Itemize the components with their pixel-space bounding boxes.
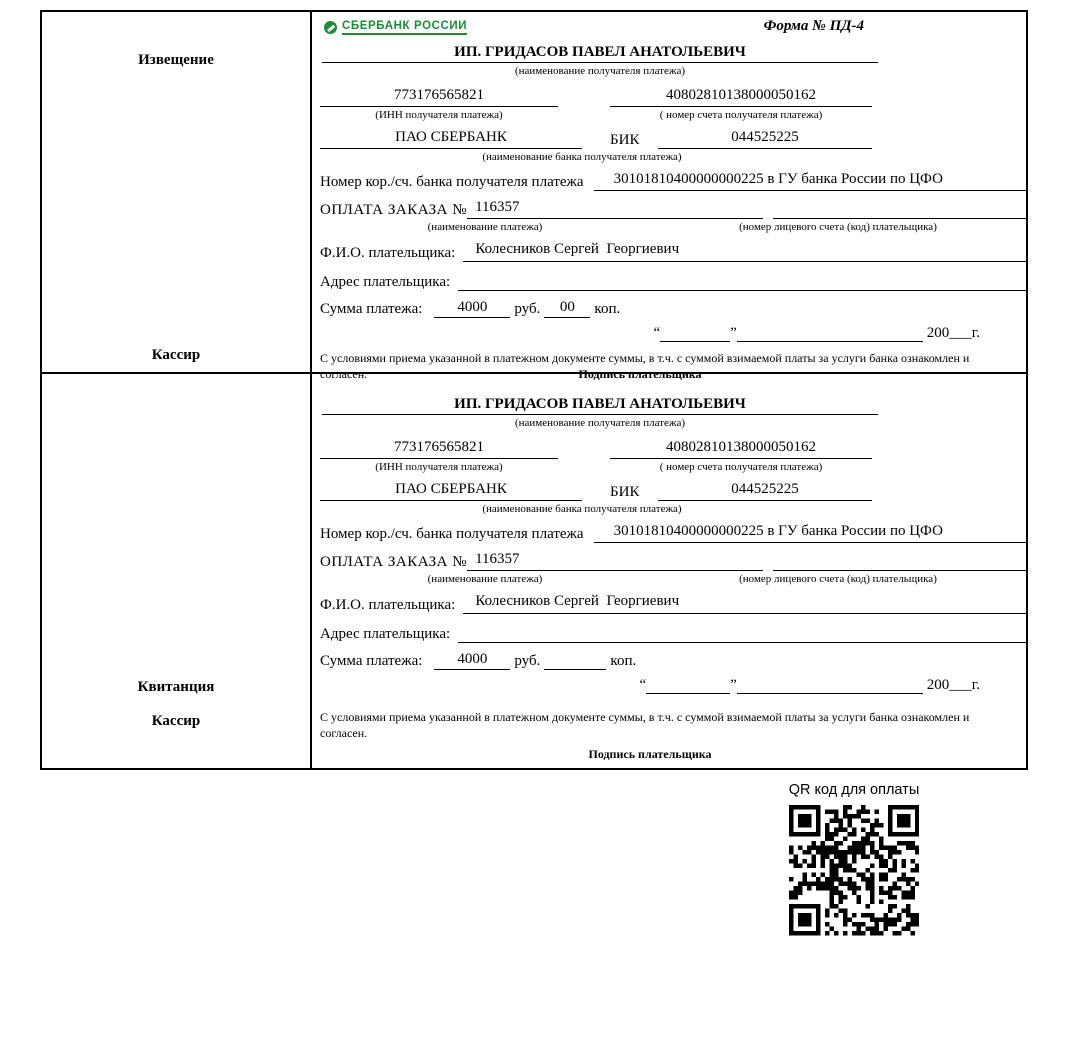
amount-label: Сумма платежа: [320,301,423,317]
receipt-label: Квитанция [137,679,215,695]
bik-label: БИК [610,132,640,148]
rub-unit-label: руб. [514,301,541,317]
purpose-captions-row [320,221,1026,233]
payer-address-line [458,270,1026,291]
payer-name-label: Ф.И.О. плательщика: [320,245,456,261]
quote-close: ” [730,325,737,341]
qr-block [786,782,922,936]
inn-caption: (ИНН получателя платежа) [375,109,503,121]
payee-caption: (наименование получателя платежа) [514,65,686,77]
date-day-line [646,676,730,694]
corr-account-label: Номер кор./сч. банка получателя платежа [320,526,584,542]
order-number-value: 116357 [467,551,763,571]
personal-account-caption: (номер лицевого счета (код) плательщика) [739,573,937,585]
payment-caption: (наименование платежа) [427,573,543,585]
bik-value: 044525225 [658,129,872,149]
corr-account-value: 30101810400000000225 в ГУ банка России по ЦФО [594,171,1026,191]
account-caption: ( номер счета получателя платежа) [659,461,823,473]
qr-caption: QR код для оплаты [788,782,920,798]
order-number-value: 116357 [467,199,763,219]
pd4-form [40,10,1028,770]
payment-purpose-label: ОПЛАТА ЗАКАЗА № [320,202,468,218]
payer-address-line [458,622,1026,643]
amount-kop-value: 00 [544,299,590,318]
payer-address-row [320,270,1026,291]
amount-row [320,299,1026,318]
personal-account-line [773,199,1026,219]
form-number: Форма № ПД-4 [763,18,864,34]
amount-rub-value: 4000 [434,299,510,318]
payment-purpose-row [320,551,1026,571]
amount-label: Сумма платежа: [320,653,423,669]
notice-label: Извещение [138,52,214,68]
kop-unit-label: коп. [610,653,637,669]
payer-name-label: Ф.И.О. плательщика: [320,597,456,613]
corr-account-row [320,171,1026,191]
inn-account-row [320,87,1026,107]
year-label: 200___г. [926,325,980,341]
amount-rub-value: 4000 [434,651,510,670]
bank-caption: (наименование банка получателя платежа) [482,151,682,163]
bank-name-value: ПАО СБЕРБАНК [320,129,582,149]
signature-label: Подпись плательщика [588,747,712,762]
amount-row [320,651,1026,670]
inn-value: 773176565821 [320,439,558,459]
bank-bik-row [320,481,1026,501]
bank-bik-row [320,129,1026,149]
terms-text: С условиями приема указанной в платежном документе суммы, в т.ч. с суммой взимаемой платы за услуги банка ознакомлен и согласен. [320,710,970,740]
amount-kop-value [544,651,606,670]
personal-account-line [773,551,1026,571]
payer-name-value: Колесников Сергей Георгиевич [463,593,1026,614]
payee-name: ИП. ГРИДАСОВ ПАВЕЛ АНАТОЛЬЕВИЧ [322,44,878,63]
payee-name: ИП. ГРИДАСОВ ПАВЕЛ АНАТОЛЬЕВИЧ [322,396,878,415]
year-label: 200___г. [926,677,980,693]
account-value: 40802810138000050162 [610,439,872,459]
payment-purpose-label: ОПЛАТА ЗАКАЗА № [320,554,468,570]
payer-name-row [320,593,1026,614]
date-month-line [737,324,923,342]
date-day-line [660,324,730,342]
payment-purpose-row [320,199,1026,219]
payer-address-label: Адрес плательщика: [320,274,451,290]
receipt-section [42,372,1026,768]
receipt-left-column [42,374,312,768]
notice-cashier-label: Кассир [151,347,201,363]
inn-value: 773176565821 [320,87,558,107]
quote-open: “ [639,677,647,693]
receipt-content [312,374,1026,768]
bik-label: БИК [610,484,640,500]
corr-account-row [320,523,1026,543]
payer-name-value: Колесников Сергей Георгиевич [463,241,1026,262]
signature-label: Подпись плательщика [578,367,702,382]
account-caption: ( номер счета получателя платежа) [659,109,823,121]
notice-section [42,12,1026,382]
inn-account-captions [320,109,1026,121]
payee-caption: (наименование получателя платежа) [514,417,686,429]
receipt-cashier-label: Кассир [151,713,201,729]
notice-content [312,12,1026,382]
corr-account-value: 30101810400000000225 в ГУ банка России по ЦФО [594,523,1026,543]
purpose-captions-row [320,573,1026,585]
terms-text: С условиями приема указанной в платежном документе суммы, в т.ч. с суммой взимаемой платы за услуги банка ознакомлен и согласен. [320,351,970,381]
notice-left-column [42,12,312,372]
kop-unit-label: коп. [594,301,621,317]
inn-account-row [320,439,1026,459]
corr-account-label: Номер кор./сч. банка получателя платежа [320,174,584,190]
rub-unit-label: руб. [514,653,541,669]
sberbank-logo-icon [324,21,337,34]
notice-header-row [320,18,1026,44]
quote-close: ” [730,677,737,693]
inn-caption: (ИНН получателя платежа) [375,461,503,473]
date-month-line [737,676,923,694]
date-row [320,676,980,694]
account-value: 40802810138000050162 [610,87,872,107]
quote-open: “ [653,325,661,341]
bank-caption: (наименование банка получателя платежа) [482,503,682,515]
payer-address-row [320,622,1026,643]
payer-address-label: Адрес плательщика: [320,626,451,642]
inn-account-captions [320,461,1026,473]
payment-caption: (наименование платежа) [427,221,543,233]
sberbank-logo [324,20,467,35]
sberbank-logo-text: СБЕРБАНК РОССИИ [342,20,467,35]
bank-name-value: ПАО СБЕРБАНК [320,481,582,501]
qr-code [789,805,920,936]
date-row [320,324,980,342]
bik-value: 044525225 [658,481,872,501]
personal-account-caption: (номер лицевого счета (код) плательщика) [739,221,937,233]
payer-name-row [320,241,1026,262]
